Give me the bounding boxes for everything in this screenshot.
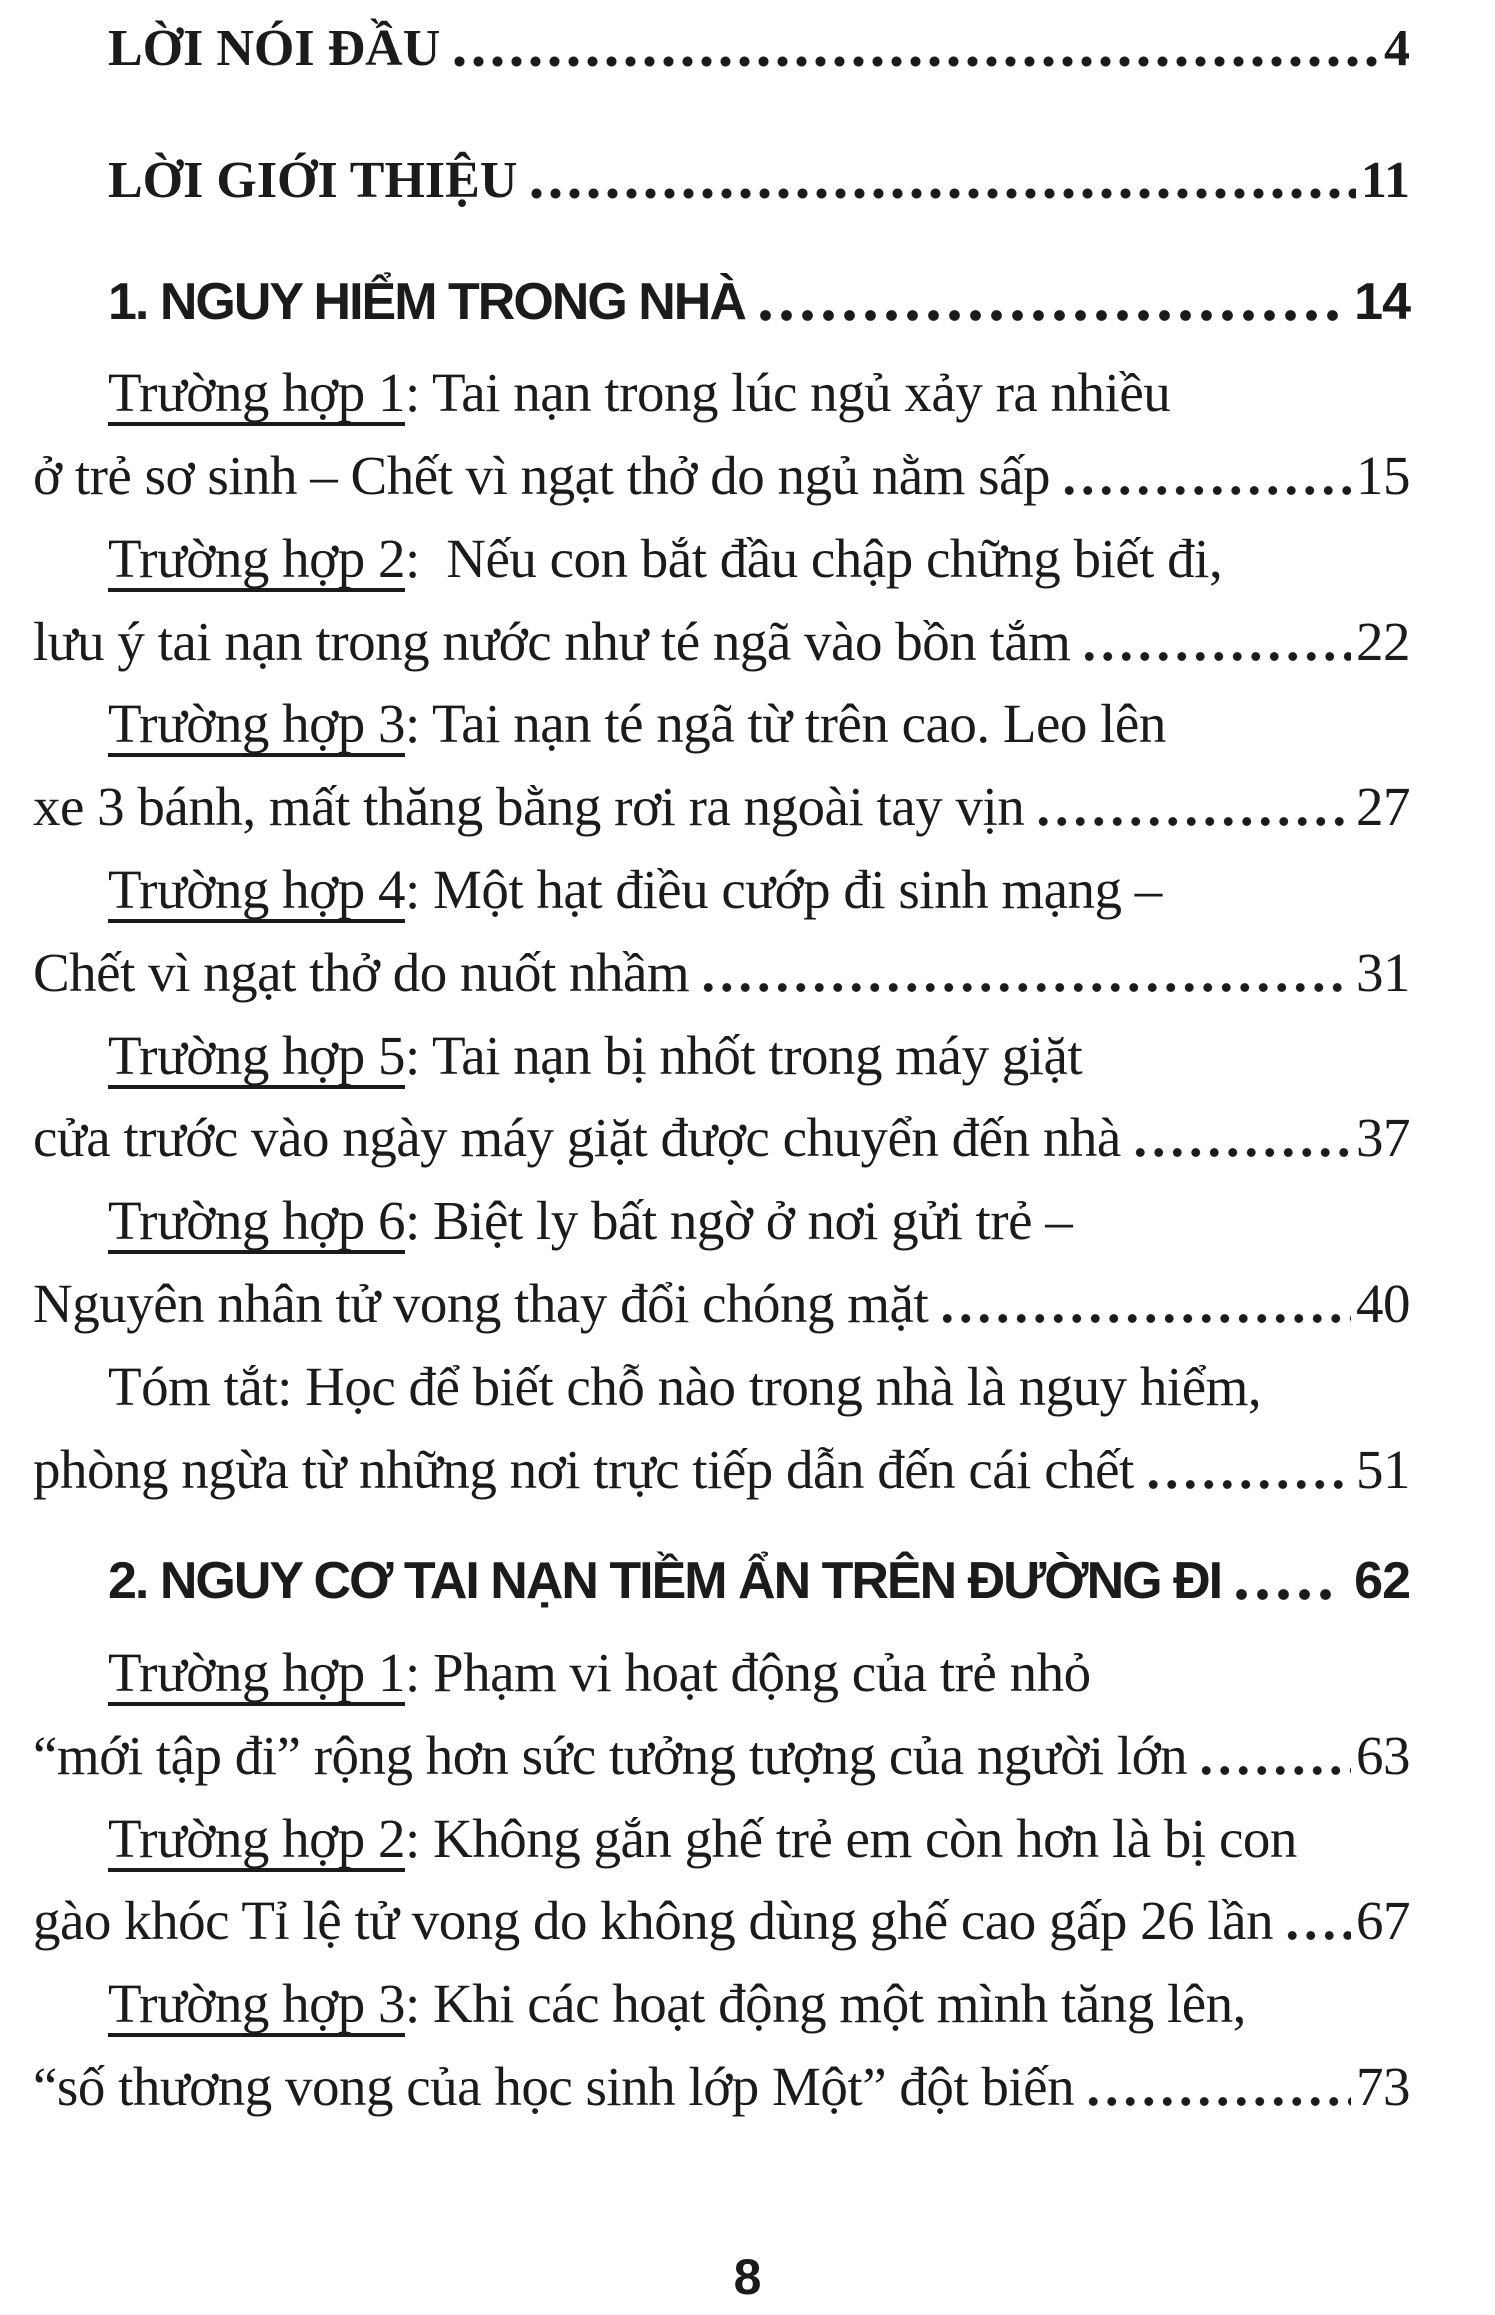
toc-entry-line xyxy=(33,777,1410,838)
toc-entry-line xyxy=(33,1108,1410,1169)
entry-page-number: 31 xyxy=(1356,942,1410,1003)
dot-leader xyxy=(1197,1765,1351,1776)
case-label: Trường hợp 5 xyxy=(108,1025,405,1086)
entry-page-number: 73 xyxy=(1356,2056,1410,2117)
toc-entry-line xyxy=(33,363,1410,424)
entry-text: Chết vì ngạt thở do nuốt nhầm xyxy=(33,942,690,1003)
dot-leader xyxy=(1084,2096,1351,2107)
entry-page-number: 51 xyxy=(1356,1439,1410,1500)
section-heading-page-number: 62 xyxy=(1354,1552,1410,1610)
case-label: Trường hợp 3 xyxy=(108,693,405,754)
entry-text: ở trẻ sơ sinh – Chết vì ngạt thở do ngủ nằm sấp xyxy=(33,445,1050,506)
entry-text: “mới tập đi” rộng hơn sức tưởng tượng của người lớn xyxy=(33,1725,1188,1786)
toc-entry-line xyxy=(33,1191,1410,1252)
entry-text: cửa trước vào ngày máy giặt được chuyển đến nhà xyxy=(33,1107,1121,1168)
entry-text: Nguyên nhân tử vong thay đổi chóng mặt xyxy=(33,1273,929,1334)
entry-text: lưu ý tai nạn trong nước như té ngã vào bồn tắm xyxy=(33,611,1071,672)
case-label: Trường hợp 6 xyxy=(108,1190,405,1251)
toc-entry-line xyxy=(33,1809,1410,1870)
toc-entry-line xyxy=(33,860,1410,921)
case-label: Trường hợp 1 xyxy=(108,1642,405,1703)
front-entry-page-number: 11 xyxy=(1360,152,1410,209)
dot-leader xyxy=(1131,1147,1351,1158)
toc-section-1-heading xyxy=(33,274,1410,331)
entry-text: : Phạm vi hoạt động của trẻ nhỏ xyxy=(404,1642,1091,1703)
case-label: Trường hợp 1 xyxy=(108,362,405,423)
toc-entry-line xyxy=(33,446,1410,507)
toc-entry-line xyxy=(33,1440,1410,1501)
entry-text: : Biệt ly bất ngờ ở nơi gửi trẻ – xyxy=(404,1190,1073,1251)
toc-entry-line xyxy=(33,2057,1410,2118)
entry-text: : Khi các hoạt động một mình tăng lên, xyxy=(404,1973,1246,2034)
dot-leader xyxy=(755,310,1341,321)
dot-leader xyxy=(699,982,1351,993)
entry-page-number: 22 xyxy=(1356,611,1410,672)
case-label: Trường hợp 4 xyxy=(108,859,405,920)
dot-leader xyxy=(938,1313,1351,1324)
section-heading-title: 1. NGUY HIỂM TRONG NHÀ xyxy=(108,273,745,331)
front-entry-title: LỜI NÓI ĐẦU xyxy=(108,20,441,77)
entry-text: gào khóc Tỉ lệ tử vong do không dùng ghế cao gấp 26 lần xyxy=(33,1890,1274,1951)
front-entry-title: LỜI GIỚI THIỆU xyxy=(108,152,518,209)
page-number: 8 xyxy=(733,2249,762,2305)
dot-leader xyxy=(1060,485,1351,496)
toc-entry-line xyxy=(33,1726,1410,1787)
toc-front-entry-loi-gioi-thieu xyxy=(33,152,1410,209)
entry-page-number: 27 xyxy=(1356,776,1410,837)
toc-section-2-heading xyxy=(33,1553,1410,1610)
entry-text: : Nếu con bắt đầu chập chững biết đi, xyxy=(404,528,1223,589)
toc-entry-line xyxy=(33,943,1410,1004)
toc-entry-line xyxy=(33,1891,1410,1952)
dot-leader xyxy=(1080,651,1351,662)
toc-entry-line xyxy=(33,1274,1410,1335)
toc-entry-line xyxy=(33,694,1410,755)
dot-leader xyxy=(1144,1479,1351,1490)
entry-text: : Học để biết chỗ nào trong nhà là nguy hiểm, xyxy=(277,1356,1262,1417)
case-label: Trường hợp 2 xyxy=(108,1808,405,1869)
entry-page-number: 15 xyxy=(1356,445,1410,506)
toc-entry-line xyxy=(33,612,1410,673)
toc-entry-line xyxy=(33,1974,1410,2035)
toc-entry-line xyxy=(33,1357,1410,1418)
case-label: Trường hợp 2 xyxy=(108,528,405,589)
entry-text: “số thương vong của học sinh lớp Một” đột biến xyxy=(33,2056,1075,2117)
dot-leader xyxy=(527,188,1355,199)
entry-page-number: 67 xyxy=(1356,1890,1410,1951)
entry-text: xe 3 bánh, mất thăng bằng rơi ra ngoài tay vịn xyxy=(33,776,1025,837)
front-entry-page-number: 4 xyxy=(1384,20,1410,77)
entry-text: : Tai nạn trong lúc ngủ xảy ra nhiều xyxy=(404,362,1171,423)
entry-page-number: 63 xyxy=(1356,1725,1410,1786)
case-label: Trường hợp 3 xyxy=(108,1973,405,2034)
entry-page-number: 37 xyxy=(1356,1107,1410,1168)
entry-text: phòng ngừa từ những nơi trực tiếp dẫn đến cái chết xyxy=(33,1439,1134,1500)
dot-leader xyxy=(1231,1589,1341,1600)
section-heading-page-number: 14 xyxy=(1354,273,1410,331)
entry-text: : Tai nạn té ngã từ trên cao. Leo lên xyxy=(404,693,1166,754)
dot-leader xyxy=(450,56,1379,67)
dot-leader xyxy=(1034,816,1351,827)
entry-text: : Không gắn ghế trẻ em còn hơn là bị con xyxy=(404,1808,1297,1869)
summary-label: Tóm tắt xyxy=(108,1356,278,1417)
toc-entry-line xyxy=(33,1643,1410,1704)
toc-front-entry-loi-noi-dau xyxy=(33,20,1410,77)
section-heading-title: 2. NGUY CƠ TAI NẠN TIỀM ẨN TRÊN ĐƯỜNG ĐI xyxy=(108,1552,1222,1610)
toc-entry-line xyxy=(33,1026,1410,1087)
entry-text: : Một hạt điều cướp đi sinh mạng – xyxy=(404,859,1162,920)
entry-page-number: 40 xyxy=(1356,1273,1410,1334)
toc-entry-line xyxy=(33,529,1410,590)
dot-leader xyxy=(1283,1930,1351,1941)
entry-text: : Tai nạn bị nhốt trong máy giặt xyxy=(404,1025,1083,1086)
